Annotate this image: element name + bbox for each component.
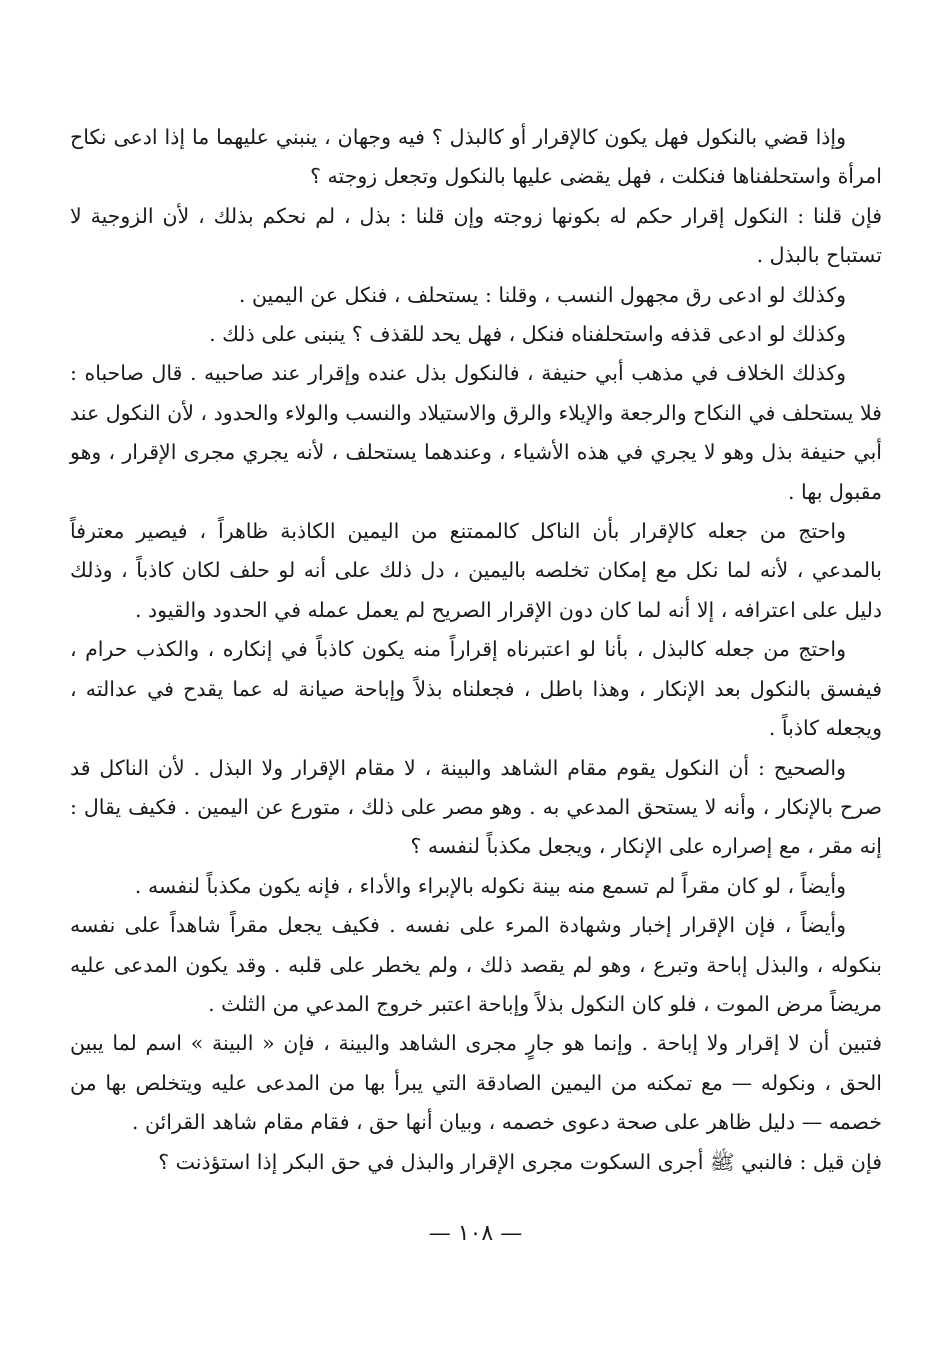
page-number: — ١٠٨ — bbox=[428, 1221, 523, 1246]
paragraph: وكذلك الخلاف في مذهب أبي حنيفة ، فالنكول بذل عنده وإقرار عند صاحبيه . قال صاحباه : فلا يستحلف في النكاح والرجعة والإيلاء والرق والاستيلاد والنسب والولاء والحدود ، لأن النكول عند أبي حنيفة بذل وهو لا يجري في هذه الأشياء ، وعندهما يستحلف ، لأنه يجري مجرى الإقرار ، وهو مقبول بها . bbox=[70, 361, 882, 504]
body-text bbox=[70, 118, 882, 1182]
paragraph: واحتج من جعله كالبذل ، بأنا لو اعتبرناه إقراراً منه يكون كاذباً في إنكاره ، والكذب حرام ، فيفسق بالنكول بعد الإنكار ، وهذا باطل ، فجعلناه بذلاً وإباحة صيانة له عما يقدح في عدالته ، ويجعله كاذباً . bbox=[70, 637, 882, 741]
paragraph: واحتج من جعله كالإقرار بأن الناكل كالممتنع من اليمين الكاذبة ظاهراً ، فيصير معترفاً بالمدعي ، لأنه لما نكل مع إمكان تخلصه باليمين ، دل ذلك على أنه لو حلف لكان كاذباً ، وذلك دليل على اعترافه ، إلا أنه لما كان دون الإقرار الصريح لم يعمل عمله في الحدود والقيود . bbox=[70, 519, 882, 622]
paragraph: وأيضاً ، لو كان مقراً لم تسمع منه بينة نكوله بالإبراء والأداء ، فإنه يكون مكذباً لنفسه . bbox=[134, 873, 846, 898]
paragraph: والصحيح : أن النكول يقوم مقام الشاهد والبينة ، لا مقام الإقرار ولا البذل . لأن الناكل قد صرح بالإنكار ، وأنه لا يستحق المدعي به . وهو مصر على ذلك ، متورع عن اليمين . فكيف يقال : إنه مقر ، مع إصراره على الإنكار ، ويجعل مكذباً لنفسه ؟ bbox=[70, 755, 882, 859]
paragraph: فتبين أن لا إقرار ولا إباحة . وإنما هو جارٍ مجرى الشاهد والبينة ، فإن « البينة » اسم لما يبين الحق ، ونكوله — مع تمكنه من اليمين الصادقة التي يبرأ بها من المدعى عليه ويتخلص بها من خصمه — دليل ظاهر على صحة دعوى خصمه ، وبيان أنها حق ، فقام مقام شاهد القرائن . bbox=[70, 1031, 882, 1135]
paragraph: وكذلك لو ادعى رق مجهول النسب ، وقلنا : يستحلف ، فنكل عن اليمين . bbox=[238, 282, 846, 307]
paragraph: فإن قلنا : النكول إقرار حكم له بكونها زوجته وإن قلنا : بذل ، لم نحكم بذلك ، لأن الزوجية لا تستباح بالبذل . bbox=[70, 203, 882, 268]
paragraph: وأيضاً ، فإن الإقرار إخبار وشهادة المرء على نفسه . فكيف يجعل مقراً شاهداً على نفسه بنكوله ، والبذل إباحة وتبرع ، وهو لم يقصد ذلك ، ولم يخطر على قلبه . وقد يكون المدعى عليه مريضاً مرض الموت ، فلو كان النكول بذلاً وإباحة اعتبر خروج المدعي من الثلث . bbox=[70, 913, 882, 1016]
paragraph: وكذلك لو ادعى قذفه واستحلفناه فنكل ، فهل يحد للقذف ؟ ينبنى على ذلك . bbox=[209, 322, 846, 347]
paragraph: وإذا قضي بالنكول فهل يكون كالإقرار أو كالبذل ؟ فيه وجهان ، ينبني عليهما ما إذا ادعى نكاح امرأة واستحلفناها فنكلت ، فهل يقضى عليها بالنكول وتجعل زوجته ؟ bbox=[70, 125, 882, 189]
paragraph: فإن قيل : فالنبي ﷺ أجرى السكوت مجرى الإقرار والبذل في حق البكر إذا استؤذنت ؟ bbox=[158, 1149, 882, 1174]
